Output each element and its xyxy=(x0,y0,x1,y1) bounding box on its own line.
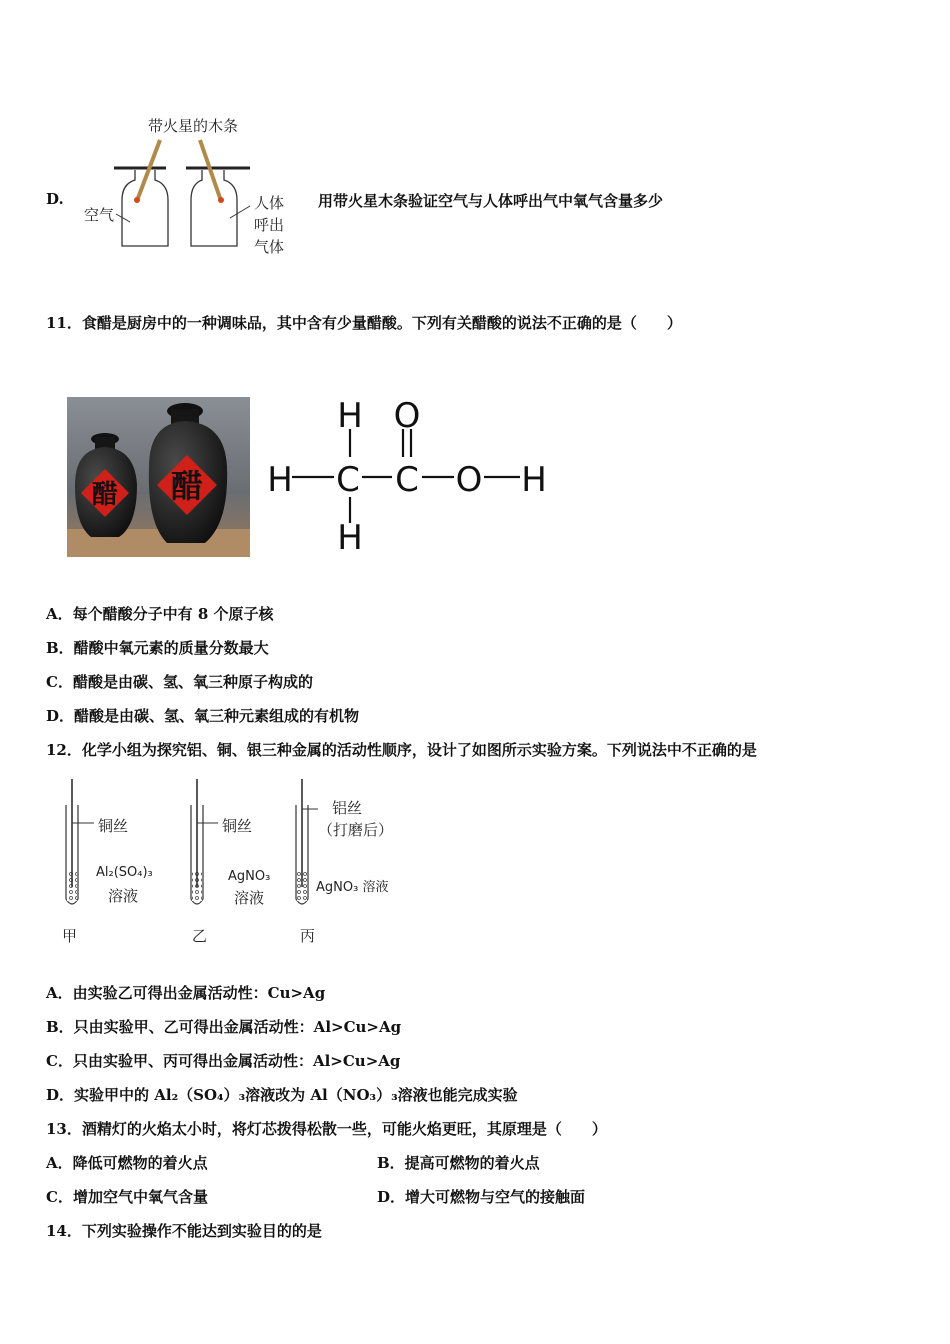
atom-h-top: H xyxy=(337,396,363,436)
tube2-solution-label: 溶液 xyxy=(234,889,265,907)
atom-c-1: C xyxy=(336,460,360,500)
question-12-stem: 12．化学小组为探究铝、铜、银三种金属的活动性顺序，设计了如图所示实验方案。下列说法中不正确的是 xyxy=(46,741,757,759)
question-13-option-a: A．降低可燃物的着火点 xyxy=(46,1154,208,1172)
tube3-solution-label: AgNO₃ 溶液 xyxy=(316,880,389,895)
vinegar-jars-photo xyxy=(67,397,250,557)
jar-label-small: 醋 xyxy=(91,480,119,510)
question-12-option-d: D．实验甲中的 Al₂（SO₄）₃溶液改为 Al（NO₃）₃溶液也能完成实验 xyxy=(46,1086,518,1104)
question-12-option-a: A．由实验乙可得出金属活动性：Cu>Ag xyxy=(46,984,326,1002)
option-d-text: 用带火星木条验证空气与人体呼出气中氧气含量多少 xyxy=(318,192,664,210)
question-12-option-c: C．只由实验甲、丙可得出金属活动性：Al>Cu>Ag xyxy=(46,1052,401,1070)
question-12-option-b: B．只由实验甲、乙可得出金属活动性：Al>Cu>Ag xyxy=(46,1018,402,1036)
acetic-acid-structure xyxy=(262,395,562,555)
tube2-name: 乙 xyxy=(192,927,208,945)
figure-label-breath-2: 呼出 xyxy=(254,216,285,234)
tube2-solution-formula: AgNO₃ xyxy=(228,869,271,884)
question-13-stem: 13．酒精灯的火焰太小时，将灯芯拨得松散一些，可能火焰更旺，其原理是（ ） xyxy=(46,1120,607,1138)
question-11-option-b: B．醋酸中氧元素的质量分数最大 xyxy=(46,639,269,657)
figure-label-breath-3: 气体 xyxy=(254,238,285,256)
option-d-letter: D. xyxy=(46,190,64,208)
tube1-name: 甲 xyxy=(62,927,78,945)
tube3-name: 丙 xyxy=(300,927,316,945)
oxygen-test-figure xyxy=(80,110,310,260)
question-11-option-d: D．醋酸是由碳、氢、氧三种元素组成的有机物 xyxy=(46,707,360,725)
jar-label-large: 醋 xyxy=(170,467,204,505)
question-14-stem: 14．下列实验操作不能达到实验目的的是 xyxy=(46,1222,322,1240)
atom-o-carbonyl: O xyxy=(393,396,421,436)
atom-c-2: C xyxy=(395,460,419,500)
question-13-option-b: B．提高可燃物的着火点 xyxy=(377,1154,540,1172)
figure-label-air: 空气 xyxy=(84,206,115,224)
atom-h-bottom: H xyxy=(337,518,363,555)
tube1-solution-label: 溶液 xyxy=(108,887,139,905)
question-11-stem: 11．食醋是厨房中的一种调味品，其中含有少量醋酸。下列有关醋酸的说法不正确的是（ ） xyxy=(46,314,682,332)
tube3-wire-label: 铝丝 xyxy=(332,799,363,817)
atom-o-hydroxyl: O xyxy=(455,460,483,500)
atom-h-hydroxyl: H xyxy=(521,460,547,500)
tube1-solution-formula: Al₂(SO₄)₃ xyxy=(96,865,153,880)
metal-activity-figure xyxy=(56,775,416,950)
figure-label-breath-1: 人体 xyxy=(254,194,285,212)
question-13-option-d: D．增大可燃物与空气的接触面 xyxy=(377,1188,586,1206)
question-11-option-a: A．每个醋酸分子中有 8 个原子核 xyxy=(46,605,274,623)
question-13-option-c: C．增加空气中氧气含量 xyxy=(46,1188,208,1206)
atom-h-left: H xyxy=(267,460,293,500)
tube3-wire-note: （打磨后） xyxy=(318,821,394,839)
figure-label-splint: 带火星的木条 xyxy=(148,117,239,135)
tube2-wire-label: 铜丝 xyxy=(222,817,253,835)
tube1-wire-label: 铜丝 xyxy=(98,817,129,835)
question-11-option-c: C．醋酸是由碳、氢、氧三种原子构成的 xyxy=(46,673,313,691)
